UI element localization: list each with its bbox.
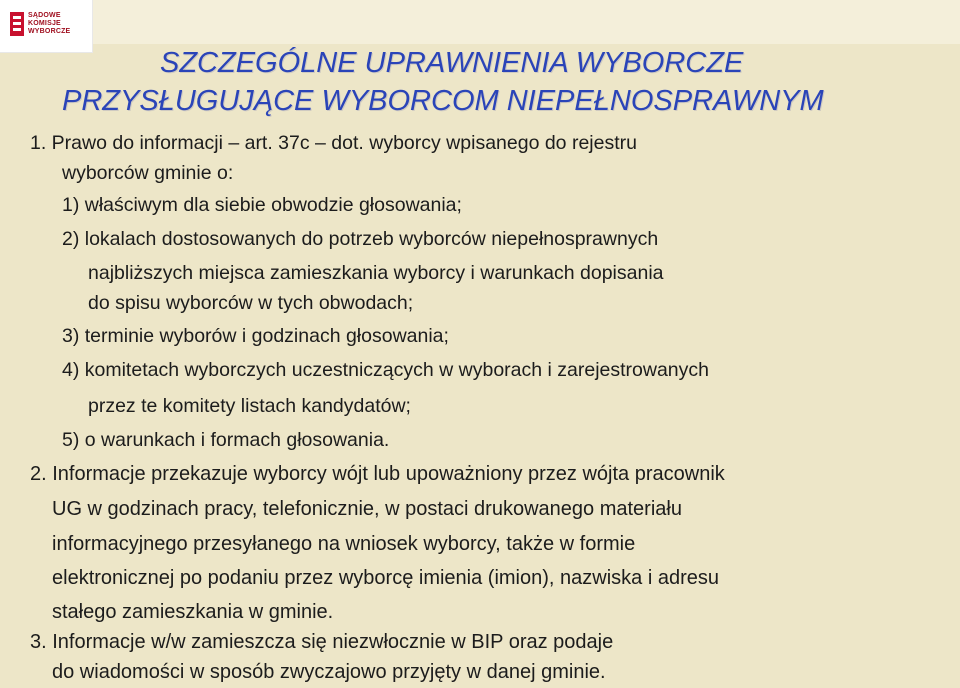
body-line-9: przez te komitety listach kandydatów; — [88, 395, 411, 417]
logo-line-1: SĄDOWE — [28, 12, 61, 19]
logo-line-2: KOMISJE — [28, 20, 61, 27]
body-line-12: UG w godzinach pracy, telefonicznie, w postaci drukowanego materiału — [52, 498, 682, 520]
emblem-icon — [10, 12, 24, 36]
logo — [0, 0, 93, 53]
body-line-10: 5) o warunkach i formach głosowania. — [62, 429, 390, 451]
body-line-2: wyborców gminie o: — [62, 162, 234, 184]
slide-header-band — [0, 0, 960, 44]
body-line-11: 2. Informacje przekazuje wyborcy wójt lub upoważniony przez wójta pracownik — [30, 463, 725, 485]
body-line-5: najbliższych miejsca zamieszkania wyborcy i warunkach dopisania — [88, 262, 664, 284]
body-line-3: 1) właściwym dla siebie obwodzie głosowania; — [62, 194, 462, 216]
body-line-17: do wiadomości w sposób zwyczajowo przyjęty w danej gminie. — [52, 661, 606, 683]
slide-title-line-1: SZCZEGÓLNE UPRAWNIENIA WYBORCZE — [160, 47, 744, 79]
body-line-7: 3) terminie wyborów i godzinach głosowania; — [62, 325, 449, 347]
body-line-6: do spisu wyborców w tych obwodach; — [88, 292, 414, 314]
body-line-13: informacyjnego przesyłanego na wniosek wyborcy, także w formie — [52, 533, 636, 555]
body-line-8: 4) komitetach wyborczych uczestniczących w wyborach i zarejestrowanych — [62, 359, 709, 381]
slide-title-line-2: PRZYSŁUGUJĄCE WYBORCOM NIEPEŁNOSPRAWNYM — [62, 85, 824, 117]
body-line-15: stałego zamieszkania w gminie. — [52, 601, 334, 623]
body-line-16: 3. Informacje w/w zamieszcza się niezwłocznie w BIP oraz podaje — [30, 631, 614, 653]
body-line-4: 2) lokalach dostosowanych do potrzeb wyborców niepełnosprawnych — [62, 228, 659, 250]
logo-text — [28, 12, 70, 36]
body-line-1: 1. Prawo do informacji – art. 37c – dot. wyborcy wpisanego do rejestru — [30, 132, 637, 154]
logo-line-3: WYBORCZE — [28, 28, 71, 35]
body-line-14: elektronicznej po podaniu przez wyborcę imienia (imion), nazwiska i adresu — [52, 567, 719, 589]
